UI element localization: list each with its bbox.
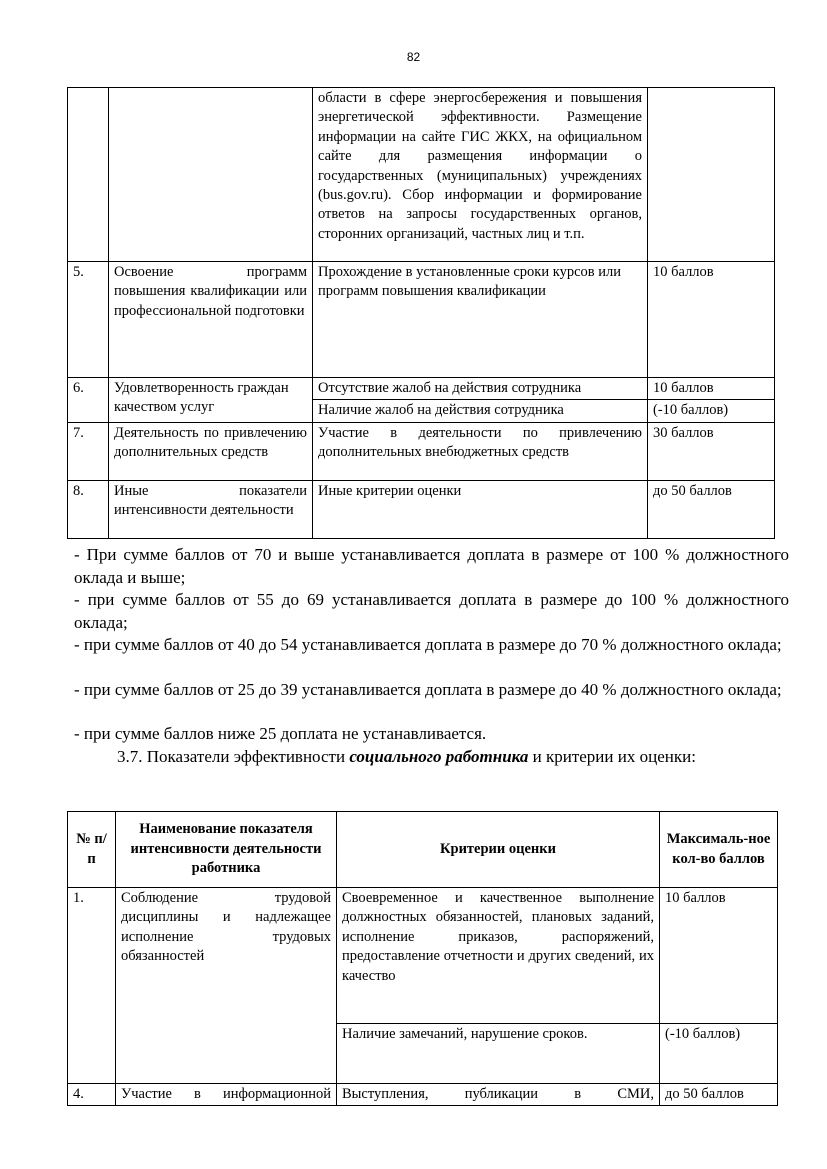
indicator-name: Деятельность по привлечению дополнительных средств [109, 422, 313, 480]
indicator-name: Соблюдение трудовой дисциплины и надлежащее исполнение трудовых обязанностей [116, 888, 337, 1084]
section-heading-end: и критерии их оценки: [532, 747, 696, 766]
table-row [68, 480, 775, 538]
criteria-cell: Наличие замечаний, нарушение сроков. [337, 1024, 660, 1084]
row-number: 4. [68, 1084, 116, 1106]
points-cell: 30 баллов [648, 422, 775, 480]
criteria-cell: Наличие жалоб на действия сотрудника [313, 400, 648, 422]
table-row [68, 378, 775, 400]
points-cell: (-10 баллов) [660, 1024, 778, 1084]
bonus-rule-1: - При сумме баллов от 70 и выше устанавливается доплата в размере от 100 % должностного оклада и выше; [74, 545, 789, 587]
criteria-cell: Участие в деятельности по привлечению дополнительных внебюджетных средств [313, 422, 648, 480]
social-worker-indicators-table [67, 811, 778, 1106]
section-heading-start: 3.7. Показатели эффективности [117, 747, 346, 766]
row-number [68, 88, 109, 262]
points-cell: (-10 баллов) [648, 400, 775, 422]
bonus-rule-3: - при сумме баллов от 40 до 54 устанавливается доплата в размере до 70 % должностного оклада; [74, 635, 782, 654]
section-heading-emphasis: социального работника [349, 747, 529, 766]
bonus-rule-2: - при сумме баллов от 55 до 69 устанавливается доплата в размере до 100 % должностного оклада; [74, 590, 789, 632]
bonus-rule-4: - при сумме баллов от 25 до 39 устанавливается доплата в размере до 40 % должностного оклада; [74, 680, 782, 699]
section-heading [74, 746, 789, 769]
row-number: 6. [68, 378, 109, 423]
bonus-rule-5: - при сумме баллов ниже 25 доплата не устанавливается. [74, 724, 487, 743]
points-cell: 10 баллов [660, 888, 778, 1024]
points-cell: 10 баллов [648, 378, 775, 400]
page-number: 82 [406, 50, 421, 64]
indicators-table-continued [67, 87, 775, 539]
row-number: 8. [68, 480, 109, 538]
row-number: 1. [68, 888, 116, 1084]
criteria-cell: Своевременное и качественное выполнение должностных обязанностей, плановых заданий, исполнение приказов, распоряжений, предоставление отчетности и других сведений, их качество [337, 888, 660, 1024]
criteria-cell: области в сфере энергосбережения и повышения энергетической эффективности. Размещение информации на сайте ГИС ЖКХ, на официальном сайте для размещения информации о государственных (муниципальных) учреждениях (bus.gov.ru). Сбор информации и формирование ответов на запросы государственных органов, сторонних организаций, частных лиц и т.п. [313, 88, 648, 262]
criteria-cell: Иные критерии оценки [313, 480, 648, 538]
table-row [68, 1084, 778, 1106]
table-header-row [68, 812, 778, 888]
indicator-name: Удовлетворенность граждан качеством услуг [109, 378, 313, 423]
indicator-name: Иные показатели интенсивности деятельности [109, 480, 313, 538]
points-cell: до 50 баллов [660, 1084, 778, 1106]
row-number: 5. [68, 262, 109, 378]
header-criteria: Критерии оценки [337, 812, 660, 888]
header-points: Максималь-ное кол-во баллов [660, 812, 778, 888]
header-number: № п/п [68, 812, 116, 888]
criteria-cell: Отсутствие жалоб на действия сотрудника [313, 378, 648, 400]
table-row [68, 88, 775, 262]
criteria-cell: Прохождение в установленные сроки курсов или программ повышения квалификации [313, 262, 648, 378]
indicator-name: Участие в информационной [116, 1084, 337, 1106]
criteria-cell: Выступления, публикации в СМИ, [337, 1084, 660, 1106]
points-cell: до 50 баллов [648, 480, 775, 538]
table-row [68, 888, 778, 1024]
indicator-name [109, 88, 313, 262]
table-row [68, 422, 775, 480]
points-cell: 10 баллов [648, 262, 775, 378]
row-number: 7. [68, 422, 109, 480]
indicator-name: Освоение программ повышения квалификации или профессиональной подготовки [109, 262, 313, 378]
table-row [68, 262, 775, 378]
points-cell [648, 88, 775, 262]
header-indicator: Наименование показателя интенсивности деятельности работника [116, 812, 337, 888]
